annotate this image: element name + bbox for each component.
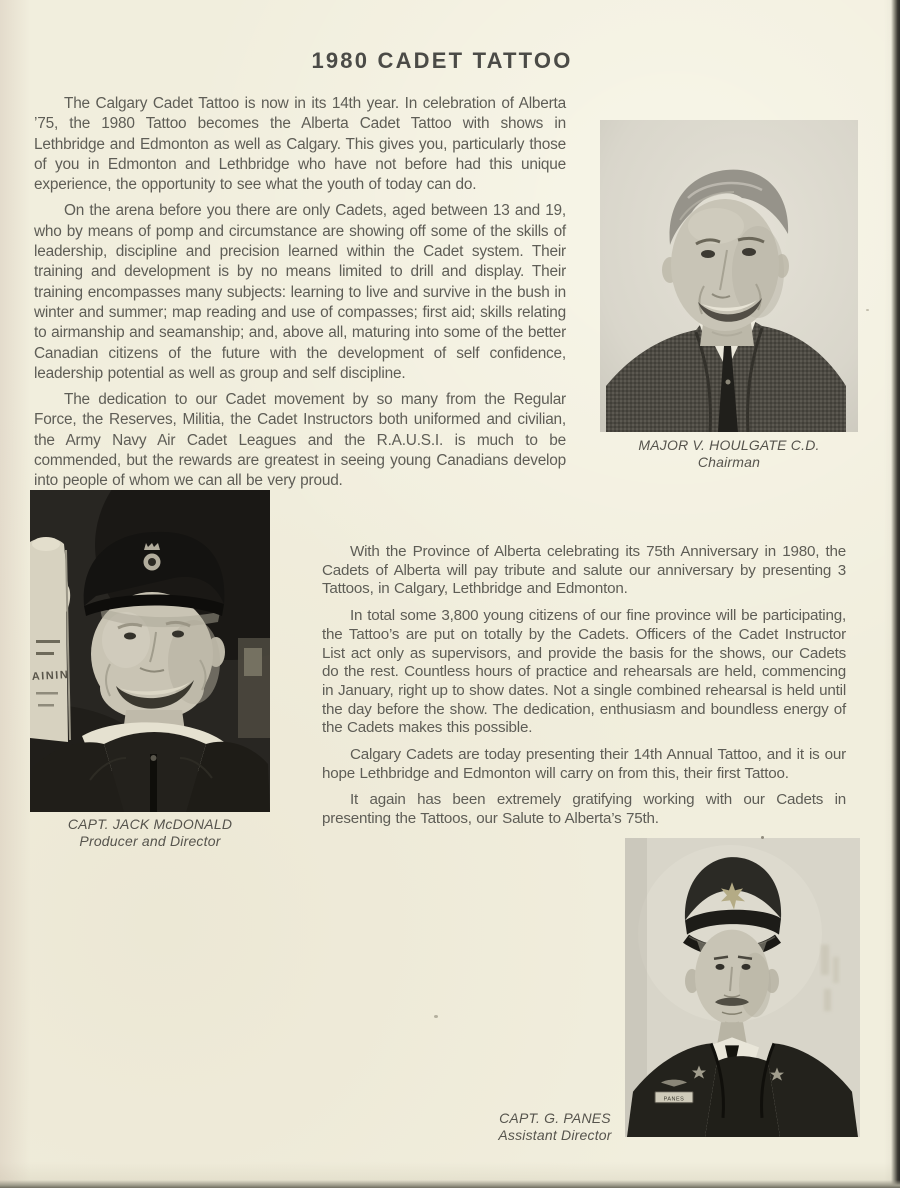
houlgate-caption-role: Chairman [697,453,761,470]
name-badge-text: PANES [663,1096,685,1103]
eyes [716,964,725,970]
mcdonald-photo [30,490,270,812]
sign-text-fragment: AININ [31,669,70,683]
intro-paragraph-3: The dedication to our Cadet movement by so many from the Regular Force, the Reserves, Militia, the Cadet Instructors both uniformed and civilian, the Army Navy Air Cadet Leagues and the R.A.U.S.I. is much to be commended, but the rewards are greatest in seeing young Canadians develop into people of whom we can all be very proud. [34,391,566,490]
scan-edge-right [891,0,900,1188]
mcdonald-caption [30,816,270,849]
panes-portrait-graphic [625,838,860,1137]
houlgate-portrait-graphic [600,120,858,432]
houlgate-photo [600,120,858,432]
panes-caption [480,1110,630,1143]
paper-speck [761,836,764,839]
mcdonald-caption-name: CAPT. JACK McDONALD [67,816,233,832]
panes-caption-name: CAPT. G. PANES [499,1110,611,1126]
houlgate-caption [600,437,858,470]
tie-pin [726,380,731,385]
houlgate-caption-name: MAJOR V. HOULGATE C.D. [638,437,820,453]
jacket-zipper [150,754,157,812]
background-sign [30,538,70,742]
paper-speck [866,309,869,311]
tattoo-text-column [322,543,846,837]
scan-edge-bottom [0,1180,900,1188]
tattoo-paragraph-2: In total some 3,800 young citizens of our fine province will be participating, the Tattoo’s are put on totally by the Cadets. Officers of the Cadet Instructor List act only as supervisors, and provide the basis for the shows, our Cadets do the rest. Countless hours of practice and rehearsals are held, commencing in January, right up to show dates. Not a single combined rehearsal is held until the day before the show. The dedication, enthusiasm and boundless energy of the Cadets makes this possible. [322,607,846,737]
tattoo-paragraph-3: Calgary Cadets are today presenting their 14th Annual Tattoo, and it is our hope Lethbridge and Edmonton will carry on from this, their first Tattoo. [322,746,846,782]
intro-text-column [34,94,566,498]
paper-speck [434,1015,438,1018]
mcdonald-portrait-graphic [30,490,270,812]
intro-paragraph-1: The Calgary Cadet Tattoo is now in its 14th year. In celebration of Alberta ’75, the 1980 Tattoo becomes the Alberta Cadet Tattoo with shows in Lethbridge and Edmonton as well as Calgary. This gives you, particularly those of you in Edmonton and Lethbridge who have not before had this unique experience, the opportunity to see what the youth of today can do. [34,95,566,194]
tattoo-paragraph-1: With the Province of Alberta celebrating its 75th Anniversary in 1980, the Cadets of Alberta will pay tribute and salute our anniversary by presenting 3 Tattoos, in Calgary, Lethbridge and Edmonton. [322,543,846,598]
page-title: 1980 CADET TATTOO [311,48,573,73]
intro-paragraph-2: On the arena before you there are only Cadets, aged between 13 and 19, who by means of pomp and circumstance are showing off some of the skills of leadership, discipline and precision learned within the Cadet system. Their training and development is by no means limited to drill and display. Their training encompasses many subjects: learning to live and survive in the bush in winter and summer; map reading and use of compasses; first aid; skills relating to airmanship and seamanship; and, above all, maturing into some of the better Canadian citizens of the future with the development of self confidence, leadership potential as well as group and self discipline. [34,202,566,382]
panes-caption-role: Assistant Director [498,1126,612,1143]
eyes [701,250,715,258]
eyes [124,633,136,640]
mcdonald-caption-role: Producer and Director [79,832,221,849]
panes-photo [625,838,860,1137]
tattoo-paragraph-4: It again has been extremely gratifying working with our Cadets in presenting the Tattoos, our Salute to Alberta’s 75th. [322,791,846,828]
